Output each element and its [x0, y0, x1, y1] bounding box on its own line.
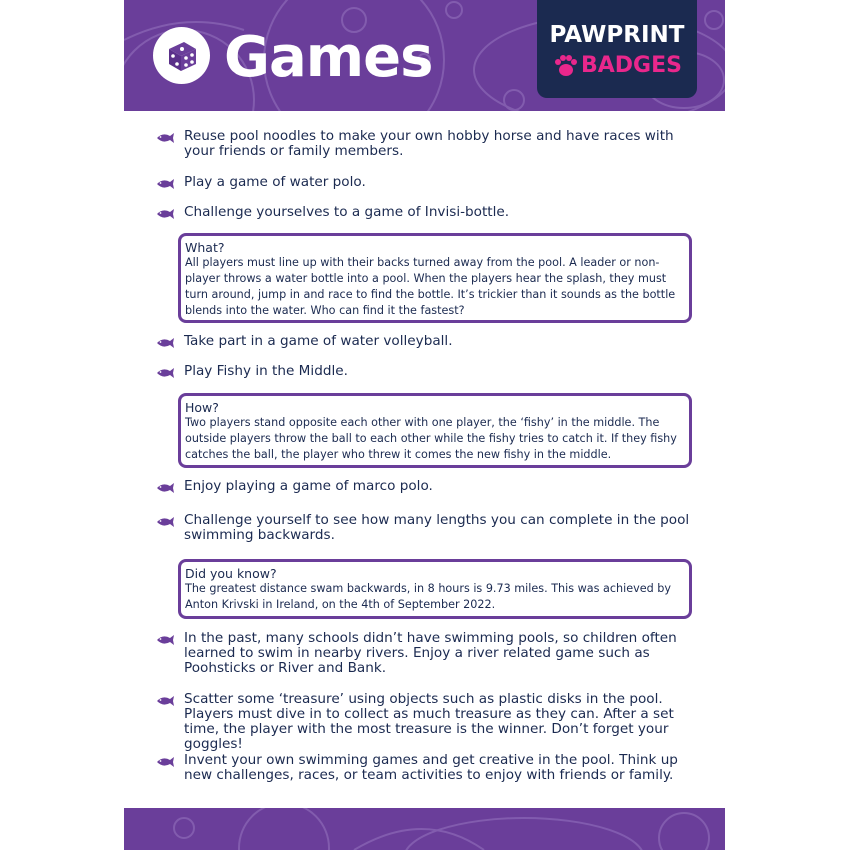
brand-logo: [537, 0, 697, 98]
activity-sheet: [124, 0, 725, 850]
info-box-how: [178, 393, 692, 468]
list-item-text: Challenge yourselves to a game of Invisi-bottle.: [184, 204, 510, 220]
list-item-text: Invent your own swimming games and get creative in the pool. Think up new challenges, races, or team activities to enjoy with friends or family.: [184, 752, 678, 783]
fish-icon: [155, 367, 175, 379]
list-item-text: Play a game of water polo.: [184, 174, 366, 190]
brand-logo-bottom-row: [551, 51, 691, 81]
fish-icon: [155, 208, 175, 220]
page-title: Games: [224, 25, 433, 90]
list-item-text: Enjoy playing a game of marco polo.: [184, 478, 433, 494]
fish-icon: [155, 695, 175, 707]
list-item-text: Scatter some ‘treasure’ using objects such as plastic disks in the pool. Players must dive in to collect as much treasure as they can. After a set time, the player with the most treasure is the winner. Don’t forget your goggles!: [184, 691, 674, 752]
info-box-title: Did you know?: [185, 566, 277, 581]
fish-icon: [155, 756, 175, 768]
fish-icon: [155, 516, 175, 528]
header-banner: [124, 0, 725, 111]
brand-logo-bottom: BADGES: [581, 53, 682, 78]
info-box-what: [178, 233, 692, 323]
info-box-title: What?: [185, 240, 225, 255]
fish-icon: [155, 337, 175, 349]
info-box-body: All players must line up with their backs turned away from the pool. A leader or non-player throws a water bottle into a pool. When the players hear the splash, they must turn around, jump in and race to find the bottle. It’s trickier than it sounds as the bottle blends into the water. Who can find it the fastest?: [185, 256, 676, 317]
info-box-body: The greatest distance swam backwards, in 8 hours is 9.73 miles. This was achieved by Anton Krivski in Ireland, on the 4th of September 2022.: [185, 582, 672, 611]
dice-icon: [153, 27, 210, 84]
fish-icon: [155, 132, 175, 144]
footer-decoration: [124, 808, 725, 850]
info-box-title: How?: [185, 400, 219, 415]
list-item-text: Take part in a game of water volleyball.: [184, 333, 453, 349]
list-item-text: Challenge yourself to see how many lengths you can complete in the pool swimming backwards.: [184, 512, 690, 543]
list-item-text: Reuse pool noodles to make your own hobby horse and have races with your friends or family members.: [184, 128, 674, 159]
paw-icon: [553, 53, 579, 79]
brand-logo-top: PAWPRINT: [549, 22, 685, 48]
list-item-text: Play Fishy in the Middle.: [184, 363, 348, 379]
info-box-did-you-know: [178, 559, 692, 619]
fish-icon: [155, 482, 175, 494]
list-item-text: In the past, many schools didn’t have swimming pools, so children often learned to swim in nearby rivers. Enjoy a river related game such as Poohsticks or River and Bank.: [184, 630, 677, 676]
footer-banner: [124, 808, 725, 850]
fish-icon: [155, 178, 175, 190]
fish-icon: [155, 634, 175, 646]
info-box-body: Two players stand opposite each other with one player, the ‘fishy’ in the middle. The outside players throw the ball to each other while the fishy tries to catch it. If they fishy catches the ball, the player who threw it comes the new fishy in the middle.: [185, 416, 677, 461]
